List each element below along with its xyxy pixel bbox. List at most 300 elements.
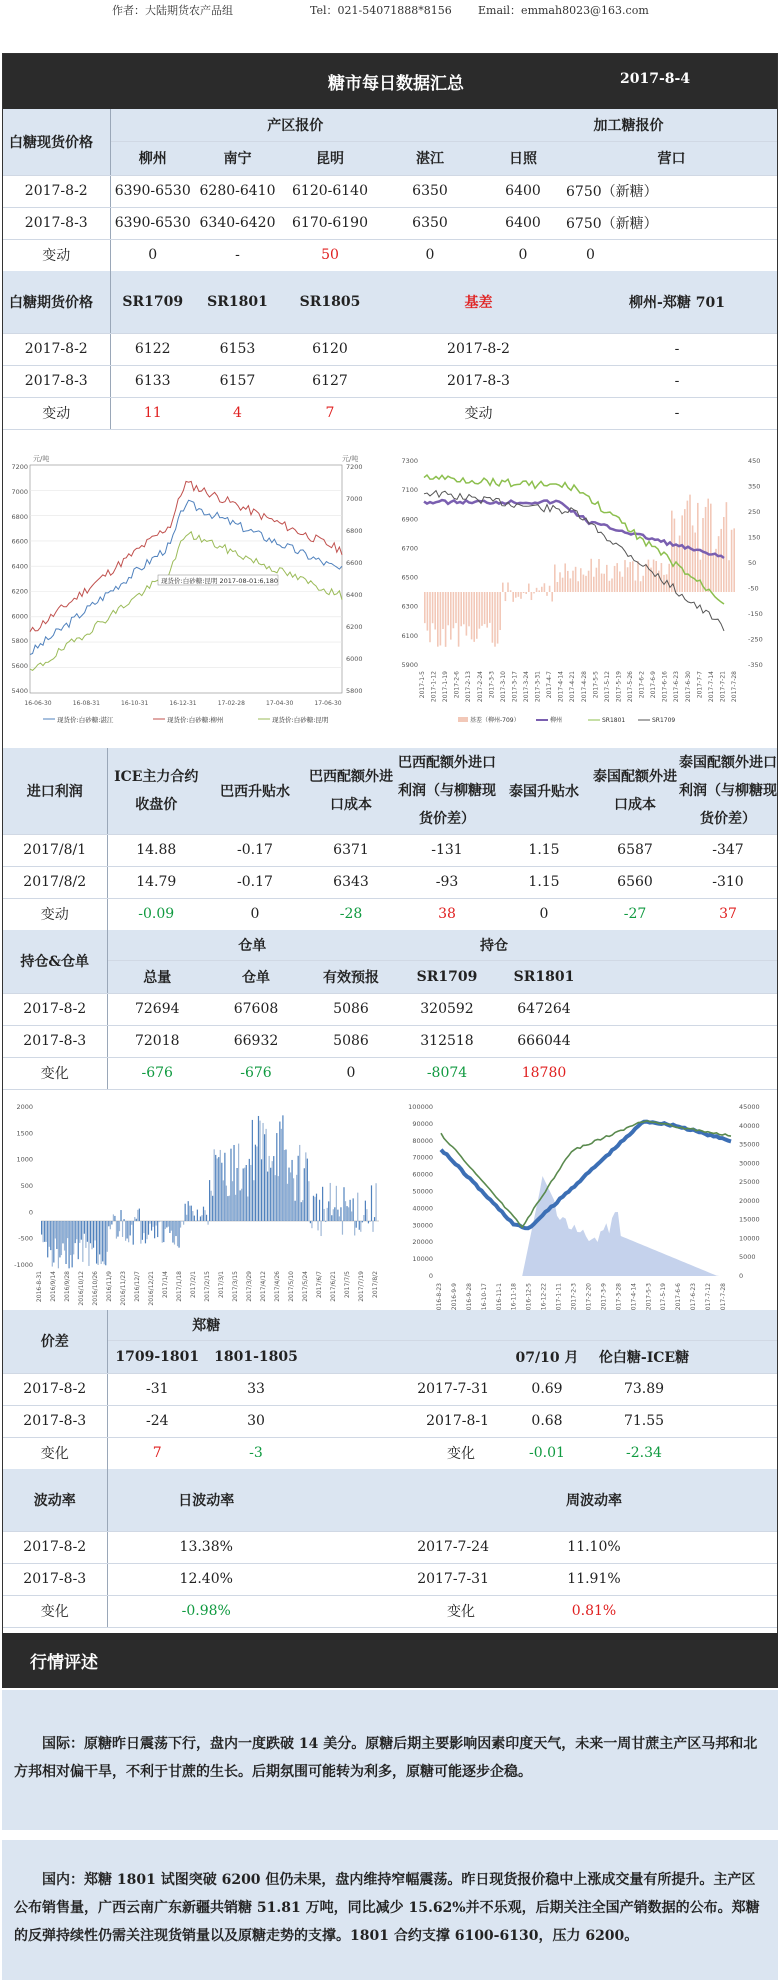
chart3-bar bbox=[325, 1221, 326, 1222]
chart3-bar bbox=[320, 1221, 321, 1236]
chart3-bar bbox=[101, 1221, 102, 1264]
chart3-bar bbox=[119, 1221, 120, 1231]
table-row: 2017/8/2 14.79 -0.17 6343 -93 1.15 6560 -310 bbox=[3, 866, 777, 898]
chart2-xtick: 2017-4-21 bbox=[569, 671, 577, 703]
chart2-basis-bar bbox=[585, 576, 587, 592]
chart2-basis-bar bbox=[570, 578, 572, 592]
table-row: 2017-8-2 6122 6153 6120 2017-8-2 - bbox=[3, 333, 777, 365]
futures-price-table bbox=[3, 271, 777, 430]
chart1-ytick-right: 6000 bbox=[346, 655, 363, 663]
chart3-xtick: 2017/1/4 bbox=[162, 1271, 169, 1298]
chart3-ytick: 500 bbox=[20, 1182, 33, 1190]
chart2-ytick-right: -150 bbox=[748, 610, 763, 618]
chart1-xtick: 17-04-30 bbox=[266, 700, 294, 707]
chart2-xtick: 2017-5-5 bbox=[592, 671, 600, 699]
chart4-ytick-right: 5000 bbox=[739, 1253, 756, 1262]
chart1-ytick: 6800 bbox=[11, 512, 28, 521]
chart3-bar bbox=[151, 1221, 152, 1231]
table-row: 2017-8-3 12.40% 2017-7-31 11.91% bbox=[3, 1563, 777, 1595]
chart1-xtick: 16-10-31 bbox=[121, 700, 149, 707]
chart2-basis-bar bbox=[424, 592, 426, 623]
spot-label: 白糖现货价格 bbox=[3, 109, 110, 175]
spot-price-table bbox=[3, 109, 777, 272]
chart4-legend-total: 总计 bbox=[719, 1335, 732, 1342]
chart2-basis-bar bbox=[538, 590, 540, 592]
chart3-bar bbox=[186, 1215, 187, 1221]
chart3-xtick: 2016/12/21 bbox=[148, 1271, 155, 1306]
chart3-ytick: 0 bbox=[28, 1208, 33, 1217]
chart3-bar bbox=[308, 1181, 309, 1221]
chart3-xtick: 2017/7/19 bbox=[358, 1271, 365, 1302]
chart4-ytick-right: 25000 bbox=[739, 1178, 760, 1187]
chart2-basis-bar bbox=[455, 592, 457, 623]
chart3-bar bbox=[217, 1158, 218, 1221]
chart3-bar bbox=[156, 1221, 157, 1226]
chart3-bar bbox=[133, 1221, 134, 1245]
review-gap bbox=[2, 1830, 778, 1840]
chart3-bar bbox=[223, 1180, 224, 1221]
chart2-basis-bar bbox=[559, 572, 561, 592]
chart3-bar bbox=[67, 1221, 68, 1238]
chart2-basis-bar bbox=[632, 561, 634, 592]
chart3-bar bbox=[372, 1221, 373, 1232]
chart3-bar bbox=[276, 1133, 277, 1221]
chart2-basis-bar bbox=[611, 578, 613, 592]
chart3-bar bbox=[261, 1159, 262, 1221]
chart3-bar bbox=[375, 1183, 376, 1221]
chart2-basis-bar bbox=[609, 581, 611, 592]
chart2-xtick: 2017-4-14 bbox=[557, 671, 565, 703]
chart1-ytick: 6600 bbox=[11, 537, 28, 546]
chart3-ytick: 2000 bbox=[16, 1103, 33, 1111]
review-title-bar bbox=[2, 1633, 778, 1688]
chart3-xtick: 2017/3/15 bbox=[232, 1271, 239, 1302]
chart4-xtick: 2016-8-23 bbox=[436, 1283, 443, 1315]
chart3-bar bbox=[128, 1221, 129, 1242]
chart3-bar bbox=[148, 1221, 149, 1235]
chart3-bar bbox=[162, 1221, 163, 1243]
table-row: 变动 -0.09 0 -28 38 0 -27 37 bbox=[3, 898, 777, 930]
chart2-basis-bar bbox=[445, 592, 447, 647]
chart2-basis-bar bbox=[661, 563, 663, 592]
chart2-xtick: 2017-2-6 bbox=[453, 671, 461, 699]
chart3-bar bbox=[53, 1221, 54, 1263]
chart4-ytick-right: 30000 bbox=[739, 1159, 760, 1168]
col-brazil-profit: 巴西配额外进口利润（与柳糖现货价差） bbox=[397, 748, 497, 834]
review-intl-text: 国际：原糖昨日震荡下行，盘内一度跌破 14 美分。原糖后期主要影响因素印度天气，未来一周甘蔗主产区马邦和北方邦相对偏干旱，不利于甘蔗的生长。后期氛围可能转为利多，原糖可能逐步企稳。 bbox=[14, 1736, 758, 1780]
chart1-ytick-right: 6400 bbox=[346, 591, 363, 599]
chart3-bar bbox=[111, 1221, 112, 1224]
table-row: 变动 11 4 7 变动 - bbox=[3, 397, 777, 429]
chart2-basis-bar bbox=[622, 577, 624, 592]
chart3-bar bbox=[244, 1168, 245, 1221]
chart1-ytick: 6400 bbox=[11, 562, 28, 571]
chart1-xtick: 17-06-30 bbox=[314, 700, 342, 707]
chart3-bar bbox=[73, 1221, 74, 1254]
table-row: 变化 7 -3 变化 -0.01 -2.34 bbox=[3, 1437, 777, 1469]
chart3-bar bbox=[198, 1220, 199, 1221]
chart3-bar bbox=[154, 1221, 155, 1238]
chart4-xtick: 2016-9-28 bbox=[465, 1283, 473, 1315]
chart3-bar bbox=[200, 1216, 201, 1221]
chart2-basis-bar bbox=[681, 515, 683, 592]
vol-label: 波动率 bbox=[3, 1469, 107, 1531]
chart3-bar bbox=[120, 1210, 121, 1221]
chart2-basis-bar bbox=[606, 565, 608, 592]
chart3-bar bbox=[192, 1211, 193, 1221]
col-ice-close: ICE主力合约收盘价 bbox=[107, 748, 205, 834]
chart3-bar bbox=[59, 1221, 60, 1257]
chart4-xtick: 2017-1-11 bbox=[555, 1283, 563, 1315]
spread-group-zhengtang: 郑糖 bbox=[107, 1310, 305, 1340]
review-domestic-text: 国内：郑糖 1801 试图突破 6200 但仍未果，盘内维持窄幅震荡。昨日现货报价稳中上涨成交量有所提升。主产区公布销售量，广西云南广东新疆共销糖 51.81 万吨，同比减少 15.62%并不乐观，后期关注全国产销数据的公布。郑糖的反弹持续性仍需关注现货销量以及原糖走势的支撑。1801 合约支撑 6100-6130，压力 6200。 bbox=[14, 1872, 760, 1944]
chart2-xtick: 2017-6-16 bbox=[661, 671, 669, 703]
chart3-bar bbox=[82, 1221, 83, 1262]
chart3-xtick: 2017/4/12 bbox=[260, 1271, 267, 1302]
chart2-basis-bar bbox=[429, 592, 431, 642]
chart3-bar bbox=[348, 1207, 349, 1221]
chart3-bar bbox=[139, 1209, 140, 1221]
chart2-basis-bar bbox=[564, 563, 566, 592]
basis-chart bbox=[398, 447, 773, 732]
col-rizhao: 日照 bbox=[480, 141, 566, 175]
col-total: 总量 bbox=[107, 960, 207, 993]
chart3-ytick: -500 bbox=[18, 1234, 33, 1243]
chart4-ytick: 40000 bbox=[412, 1204, 433, 1213]
chart2-basis-bar bbox=[577, 581, 579, 592]
chart2-basis-bar bbox=[512, 592, 514, 602]
chart3-xtick: 2016/12/7 bbox=[134, 1271, 141, 1302]
chart3-bar bbox=[70, 1221, 71, 1255]
chart3-bar bbox=[359, 1221, 360, 1230]
chart3-bar bbox=[227, 1196, 228, 1221]
chart2-xtick: 2017-2-24 bbox=[476, 671, 484, 703]
chart3-bar bbox=[221, 1163, 222, 1221]
chart3-bar bbox=[116, 1221, 117, 1239]
chart3-bar bbox=[299, 1145, 300, 1221]
chart3-bar bbox=[76, 1221, 77, 1239]
col-warrant: 仓单 bbox=[207, 960, 305, 993]
chart2-basis-bar bbox=[460, 592, 462, 626]
chart2-basis-bar bbox=[520, 592, 522, 599]
chart3-bar bbox=[102, 1221, 103, 1261]
chart2-basis-bar bbox=[726, 502, 728, 592]
chart2-basis-bar bbox=[427, 592, 429, 631]
chart1-ytick: 6000 bbox=[11, 612, 28, 621]
chart3-bar bbox=[75, 1221, 76, 1243]
chart3-bar bbox=[146, 1221, 147, 1239]
chart3-bar bbox=[64, 1221, 65, 1251]
chart2-basis-bar bbox=[666, 574, 668, 592]
chart3-bar bbox=[307, 1159, 308, 1221]
import-label: 进口利润 bbox=[3, 748, 107, 834]
chart3-bar bbox=[130, 1221, 131, 1235]
chart4-xtick: 2016-11-18 bbox=[510, 1283, 518, 1318]
chart3-bar bbox=[369, 1221, 370, 1222]
table-row: 2017-8-2 72694 67608 5086 320592 647264 bbox=[3, 993, 777, 1025]
chart3-bar bbox=[230, 1149, 231, 1221]
chart2-basis-bar bbox=[692, 525, 694, 592]
chart3-bar bbox=[226, 1186, 227, 1221]
chart4-xtick: 2016-10-17 bbox=[480, 1283, 488, 1318]
chart4-ytick-right: 40000 bbox=[739, 1121, 760, 1130]
chart4-ytick: 70000 bbox=[412, 1153, 433, 1162]
chart3-bar bbox=[272, 1161, 273, 1221]
chart2-xtick: 2017-6-30 bbox=[684, 671, 692, 703]
chart3-bar bbox=[322, 1187, 323, 1221]
chart2-basis-bar bbox=[549, 586, 551, 592]
chart3-bar bbox=[336, 1186, 337, 1221]
chart3-xtick: 2016-8-31 bbox=[36, 1271, 43, 1303]
chart3-xtick: 2017/3/1 bbox=[218, 1271, 225, 1298]
col-0710: 07/10 月 bbox=[497, 1340, 597, 1373]
chart3-bar bbox=[368, 1221, 369, 1223]
chart3-bar bbox=[278, 1176, 279, 1221]
chart3-legend-brazil: 巴西配额外进口利润 bbox=[108, 1335, 163, 1342]
chart3-bar bbox=[328, 1201, 329, 1221]
chart2-ytick: 6500 bbox=[401, 573, 418, 582]
chart2-ytick-right: 350 bbox=[748, 482, 761, 491]
chart2-basis-bar bbox=[554, 565, 556, 592]
chart2-basis-bar bbox=[432, 592, 434, 623]
chart3-bar bbox=[117, 1221, 118, 1237]
chart3-bar bbox=[304, 1168, 305, 1221]
chart3-bar bbox=[177, 1221, 178, 1246]
chart3-bar bbox=[233, 1145, 234, 1221]
review-title: 行情评述 bbox=[30, 1653, 98, 1673]
chart2-basis-bar bbox=[580, 568, 582, 592]
chart4-ytick-right: 15000 bbox=[739, 1215, 760, 1224]
chart1-ytick: 7200 bbox=[11, 463, 28, 471]
chart3-bar bbox=[43, 1221, 44, 1242]
chart2-basis-bar bbox=[700, 560, 702, 592]
chart3-bar bbox=[362, 1221, 363, 1222]
chart2-basis-bar bbox=[528, 584, 530, 592]
chart3-bar bbox=[152, 1221, 153, 1227]
chart3-bar bbox=[61, 1221, 62, 1255]
chart2-xtick: 2017-1-5 bbox=[419, 671, 426, 699]
chart3-bar bbox=[366, 1209, 367, 1221]
chart2-ytick: 6100 bbox=[401, 631, 418, 640]
chart3-bar bbox=[258, 1116, 259, 1221]
chart2-xtick: 2017-3-31 bbox=[534, 671, 542, 703]
chart2-ytick: 6900 bbox=[401, 515, 418, 524]
chart1-xtick: 17-02-28 bbox=[217, 700, 245, 707]
chart2-basis-bar bbox=[648, 560, 650, 592]
chart4-ytick: 0 bbox=[428, 1272, 433, 1280]
chart2-xtick: 2017-5-26 bbox=[627, 671, 634, 703]
chart3-xtick: 2017/5/10 bbox=[288, 1271, 295, 1302]
header-tel: Tel：021-54071888*8156 bbox=[310, 4, 452, 17]
chart3-bar bbox=[93, 1221, 94, 1248]
chart4-ytick-right: 0 bbox=[739, 1272, 744, 1280]
chart3-bar bbox=[302, 1200, 303, 1221]
chart4-ytick: 30000 bbox=[412, 1221, 433, 1230]
table-row: 2017-8-2 6390-6530 6280-6410 6120-6140 6350 6400 6750（新糖） bbox=[3, 175, 777, 207]
chart3-bar bbox=[91, 1221, 92, 1249]
chart4-xtick: 2017-5-19 bbox=[660, 1283, 668, 1315]
chart3-bar bbox=[104, 1221, 105, 1264]
chart3-bar bbox=[345, 1201, 346, 1221]
chart2-basis-bar bbox=[466, 592, 468, 636]
chart2-basis-bar bbox=[440, 592, 442, 645]
chart3-bar bbox=[330, 1183, 331, 1221]
chart2-ytick: 7100 bbox=[401, 486, 418, 495]
chart3-xtick: 2016/9/28 bbox=[64, 1271, 71, 1302]
chart2-basis-bar bbox=[637, 561, 639, 592]
chart2-basis-bar bbox=[718, 536, 720, 592]
chart3-bar bbox=[273, 1156, 274, 1221]
chart3-bar bbox=[105, 1221, 106, 1265]
chart3-bar bbox=[174, 1221, 175, 1245]
chart2-basis-bar bbox=[492, 592, 494, 643]
table-row: 2017/8/1 14.88 -0.17 6371 -131 1.15 6587 -347 bbox=[3, 834, 777, 866]
chart4-xtick: 2017-7-28 bbox=[720, 1283, 727, 1315]
chart3-xtick: 2016/10/26 bbox=[92, 1271, 99, 1306]
chart3-bar bbox=[166, 1221, 167, 1227]
chart2-basis-bar bbox=[575, 567, 577, 592]
chart3-bar bbox=[371, 1185, 372, 1221]
header-author: 作者：大陆期货农产品组 bbox=[112, 4, 233, 17]
col-thai-premium: 泰国升贴水 bbox=[497, 748, 591, 834]
chart2-basis-bar bbox=[481, 592, 483, 626]
chart2-basis-bar bbox=[541, 587, 543, 592]
chart3-bar bbox=[334, 1207, 335, 1221]
chart3-xtick: 2017/6/7 bbox=[316, 1271, 323, 1298]
col-kunming: 昆明 bbox=[280, 141, 380, 175]
chart3-bar bbox=[360, 1221, 361, 1232]
chart4-xtick: 2016-9-9 bbox=[450, 1283, 458, 1311]
chart3-bar bbox=[314, 1197, 315, 1221]
table-row: 变动 0 - 50 0 0 0 bbox=[3, 239, 777, 271]
chart3-bar bbox=[65, 1221, 66, 1264]
chart3-bar bbox=[206, 1215, 207, 1221]
chart3-bar bbox=[145, 1221, 146, 1243]
chart2-basis-bar bbox=[671, 511, 673, 592]
chart2-basis-bar bbox=[497, 592, 499, 644]
table-row: 2017-8-3 72018 66932 5086 312518 666044 bbox=[3, 1025, 777, 1057]
chart3-bar bbox=[246, 1165, 247, 1221]
chart2-basis-bar bbox=[572, 571, 574, 592]
chart3-bar bbox=[134, 1217, 135, 1221]
chart3-xtick: 2017/3/29 bbox=[246, 1271, 253, 1302]
review-international bbox=[2, 1690, 778, 1830]
chart3-bar bbox=[194, 1216, 195, 1221]
chart3-bar bbox=[178, 1221, 179, 1248]
chart1-ytick: 5800 bbox=[11, 637, 28, 646]
chart2-basis-bar bbox=[713, 553, 715, 592]
chart2-basis-bar bbox=[489, 592, 491, 623]
chart3-bar bbox=[62, 1221, 63, 1243]
chart3-bar bbox=[98, 1221, 99, 1265]
table-row: 2017-8-3 -24 30 2017-8-1 0.68 71.55 bbox=[3, 1405, 777, 1437]
chart3-bar bbox=[185, 1204, 186, 1221]
chart2-basis-bar bbox=[437, 592, 439, 647]
chart3-bar bbox=[293, 1178, 294, 1221]
position-table bbox=[3, 930, 777, 1090]
chart3-bar bbox=[232, 1181, 233, 1221]
chart2-basis-bar bbox=[674, 519, 676, 592]
chart3-bar bbox=[88, 1221, 89, 1266]
col-liuzhou: 柳州 bbox=[110, 141, 195, 175]
chart3-bar bbox=[204, 1210, 205, 1221]
chart3-bar bbox=[290, 1172, 291, 1221]
chart3-bar bbox=[316, 1194, 317, 1221]
chart4-ytick: 100000 bbox=[408, 1103, 433, 1111]
chart1-ytick-right: 6600 bbox=[346, 559, 363, 567]
chart3-xtick: 2017/2/15 bbox=[204, 1271, 211, 1302]
chart2-basis-bar bbox=[710, 504, 712, 592]
chart4-ytick-right: 45000 bbox=[739, 1103, 760, 1111]
chart2-xtick: 2017-6-9 bbox=[650, 671, 658, 699]
chart4-ytick: 60000 bbox=[412, 1170, 433, 1179]
col-nanning: 南宁 bbox=[195, 141, 280, 175]
chart3-bar bbox=[238, 1144, 239, 1221]
chart3-bar bbox=[78, 1221, 79, 1259]
table-row: 2017-8-3 6133 6157 6127 2017-8-3 - bbox=[3, 365, 777, 397]
chart2-xtick: 2017-6-2 bbox=[638, 671, 646, 699]
chart2-basis-bar bbox=[679, 536, 681, 592]
chart3-bar bbox=[99, 1221, 100, 1254]
chart2-basis-bar bbox=[551, 592, 553, 602]
chart2-ytick-right: 250 bbox=[748, 508, 761, 516]
chart3-bar bbox=[356, 1221, 357, 1228]
chart3-bar bbox=[264, 1134, 265, 1221]
chart3-bar bbox=[301, 1202, 302, 1221]
chart2-basis-bar bbox=[603, 574, 605, 592]
table-row: 变化 -676 -676 0 -8074 18780 bbox=[3, 1057, 777, 1089]
chart1-ytick: 6200 bbox=[11, 587, 28, 596]
chart3-bar bbox=[87, 1221, 88, 1242]
chart4-ytick: 20000 bbox=[412, 1238, 433, 1247]
chart3-bar bbox=[114, 1216, 115, 1221]
chart1-ytick: 7000 bbox=[11, 487, 28, 496]
chart4-xtick: 2017-7-12 bbox=[705, 1283, 713, 1315]
col-brazil-cost: 巴西配额外进口成本 bbox=[305, 748, 397, 834]
chart2-ytick-right: 50 bbox=[748, 559, 757, 567]
col-sr1805: SR1805 bbox=[280, 271, 380, 333]
col-liuzhou-zhengtang: 柳州-郑糖 701 bbox=[577, 271, 777, 333]
chart2-xtick: 2017-3-10 bbox=[499, 671, 507, 703]
chart3-bar bbox=[249, 1159, 250, 1221]
col-london-ice: 伦白糖-ICE糖 bbox=[597, 1340, 691, 1373]
chart3-bar bbox=[84, 1221, 85, 1234]
chart3-bar bbox=[113, 1214, 114, 1221]
chart4-ytick: 90000 bbox=[412, 1119, 433, 1128]
chart2-basis-bar bbox=[494, 592, 496, 647]
col-thai-cost: 泰国配额外进口成本 bbox=[591, 748, 679, 834]
volatility-table bbox=[3, 1469, 777, 1628]
chart3-bar bbox=[288, 1168, 289, 1221]
chart3-bar bbox=[168, 1221, 169, 1227]
chart3-bar bbox=[107, 1221, 108, 1252]
chart3-bar bbox=[72, 1221, 73, 1267]
chart3-bar bbox=[220, 1150, 221, 1221]
chart3-xtick: 2017/8/2 bbox=[372, 1271, 379, 1298]
chart3-xtick: 2017/4/26 bbox=[274, 1271, 281, 1302]
chart3-bar bbox=[175, 1221, 176, 1236]
chart2-xtick: 2017-1-12 bbox=[430, 671, 438, 703]
position-group-warrant: 仓单 bbox=[107, 930, 397, 960]
chart3-bar bbox=[284, 1150, 285, 1221]
chart3-xtick: 2016/10/12 bbox=[78, 1271, 85, 1306]
chart3-xtick: 2017/2/1 bbox=[190, 1271, 197, 1298]
chart4-xtick: 2016-12-22 bbox=[540, 1283, 548, 1318]
chart3-bar bbox=[266, 1129, 267, 1221]
chart2-basis-bar bbox=[447, 592, 449, 625]
chart1-ytick-right: 7000 bbox=[346, 495, 363, 503]
chart3-bar bbox=[136, 1219, 137, 1221]
